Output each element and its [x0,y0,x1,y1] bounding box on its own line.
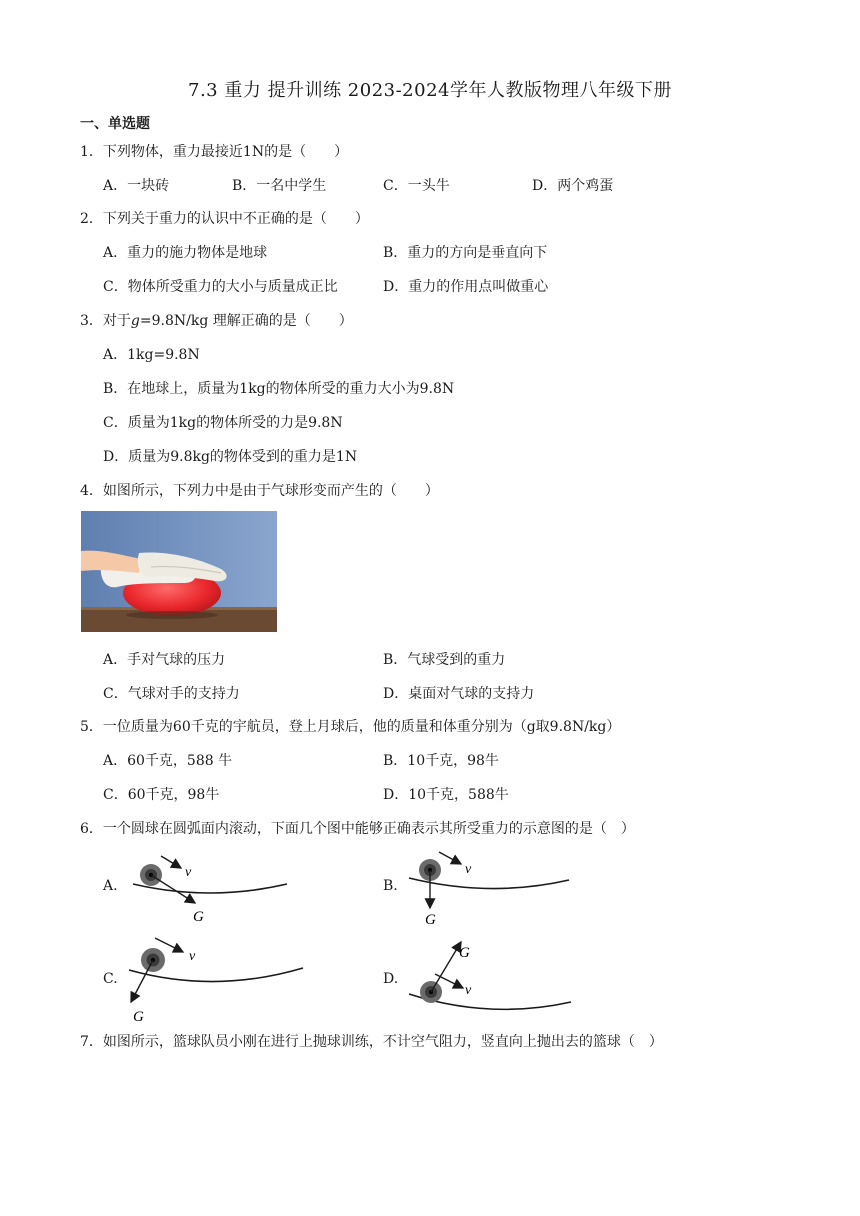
question-4-option-d: D．桌面对气球的支持力 [383,686,535,702]
question-3-stem-prefix: 3．对于 [80,313,131,329]
gravity-label-a: G [193,909,204,925]
question-6-stem: 6．一个圆球在圆弧面内滚动，下面几个图中能够正确表示其所受重力的示意图的是（ ） [80,821,635,837]
question-5-option-a: A．60千克，588 牛 [103,753,233,769]
question-5-option-d: D．10千克，588牛 [383,787,509,803]
question-1-option-c: C．一头牛 [383,178,450,194]
gravity-label-c: G [133,1009,144,1024]
question-2-option-a: A．重力的施力物体是地球 [103,245,268,261]
question-6-option-d-label: D. [383,971,399,987]
question-6-option-c-label: C. [103,971,118,987]
velocity-label-b: v [465,862,472,877]
velocity-label-c: v [189,949,196,964]
question-2-stem: 2．下列关于重力的认识中不正确的是（ ） [80,211,369,227]
velocity-label-d: v [465,983,472,998]
question-1-option-d: D．两个鸡蛋 [532,178,614,194]
velocity-label-a: v [185,865,192,880]
question-4-option-c: C．气球对手的支持力 [103,686,240,702]
question-1-option-a: A．一块砖 [103,178,170,194]
question-5-option-b: B．10千克，98牛 [383,753,499,769]
question-2-option-b: B．重力的方向是垂直向下 [383,245,548,261]
question-2-option-c: C．物体所受重力的大小与质量成正比 [103,279,338,295]
gravity-label-b: G [425,912,436,928]
question-3-stem-suffix: =9.8N/kg 理解正确的是（ ） [139,313,353,329]
question-4-stem: 4．如图所示，下列力中是由于气球形变而产生的（ ） [80,483,439,499]
question-3-option-c: C．质量为1kg的物体所受的力是9.8N [103,415,343,431]
question-4-option-a: A．手对气球的压力 [103,652,226,668]
question-5-stem: 5．一位质量为60千克的宇航员，登上月球后，他的质量和体重分别为（g取9.8N/kg） [80,719,621,735]
question-5-option-c: C．60千克，98牛 [103,787,220,803]
diagram-d [405,936,575,1020]
gravity-label-d: G [459,945,470,961]
question-3-stem-variable: g [130,313,140,329]
question-7-stem: 7．如图所示，篮球队员小刚在进行上抛球训练，不计空气阻力，竖直向上抛出去的篮球（ ） [80,1034,663,1050]
balloon-photo [81,511,277,632]
section-heading: 一、单选题 [80,116,150,132]
question-3-option-a: A．1kg=9.8N [103,347,200,363]
question-3-stem [80,310,353,330]
question-2-option-d: D．重力的作用点叫做重心 [383,279,549,295]
question-1-stem: 1．下列物体，重力最接近1N的是（ ） [80,144,349,160]
diagram-c [125,932,305,1024]
question-6-option-a-label: A. [103,878,118,894]
question-3-option-d: D．质量为9.8kg的物体受到的重力是1N [103,449,358,465]
question-1-option-b: B．一名中学生 [232,178,327,194]
question-3-option-b: B．在地球上，质量为1kg的物体所受的重力大小为9.8N [103,381,455,397]
page-title: 7.3 重力 提升训练 2023-2024学年人教版物理八年级下册 [188,80,672,101]
diagram-a [125,850,295,930]
question-6-option-b-label: B. [383,878,398,894]
question-4-option-b: B．气球受到的重力 [383,652,506,668]
diagram-b [405,850,575,930]
